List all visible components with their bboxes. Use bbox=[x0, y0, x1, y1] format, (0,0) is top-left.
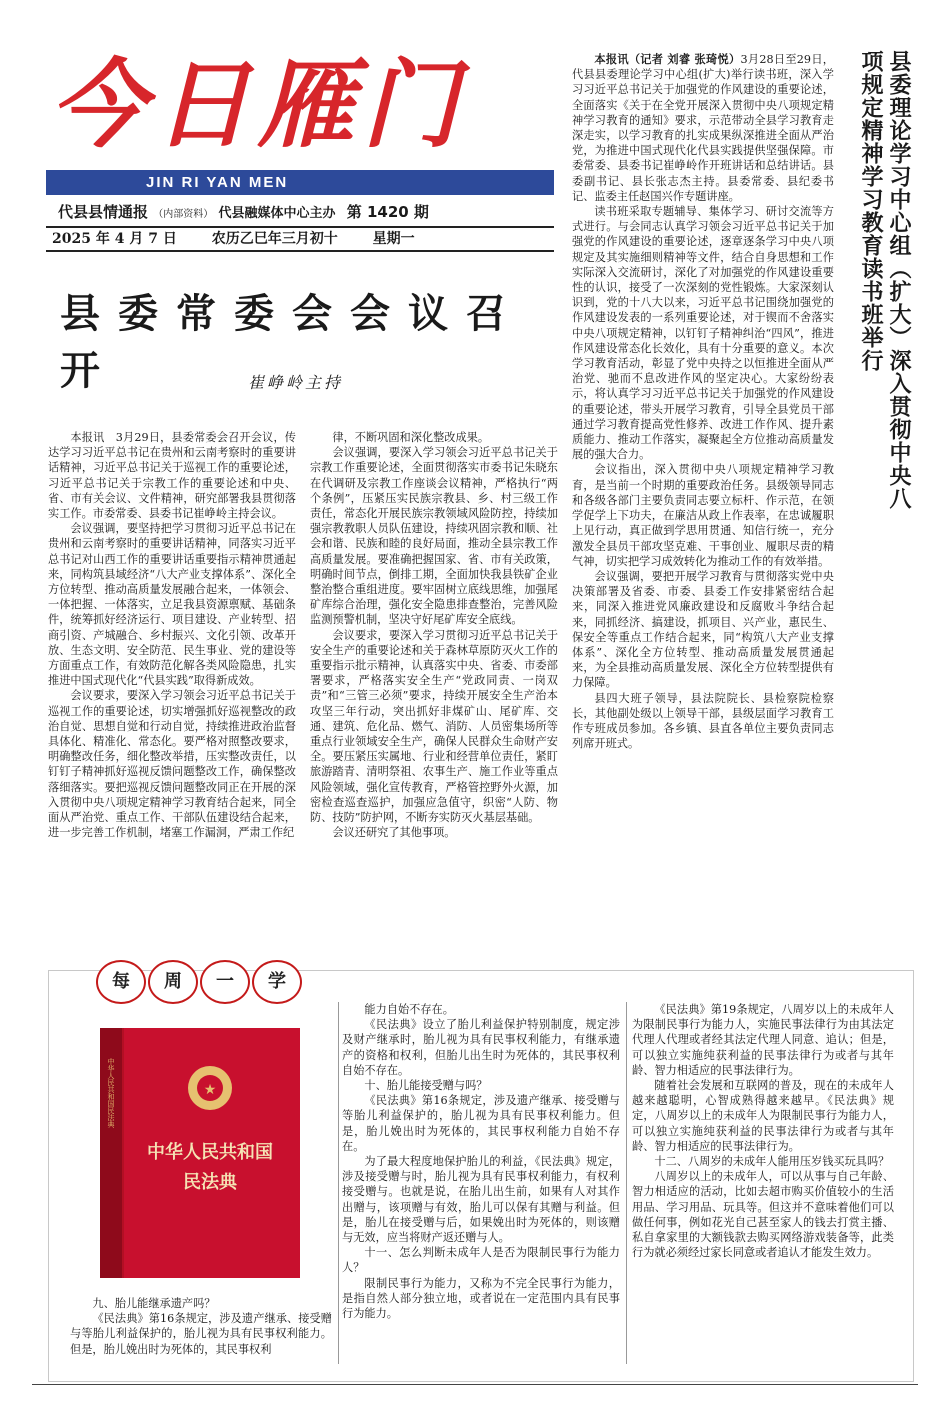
lead-host: 崔峥岭主持 bbox=[248, 373, 344, 392]
book-spine-title: 中华人民共和国民法典 bbox=[107, 1058, 115, 1128]
column-divider bbox=[626, 1002, 627, 1364]
masthead-info-line bbox=[46, 200, 554, 224]
right-article-body bbox=[572, 52, 834, 751]
banner-char: 周 bbox=[148, 960, 198, 1004]
paragraph: 会议要求，要深入学习领会习近平总书记关于巡视工作的重要论述，切实增强抓好巡视整改的政治自觉、思想自觉和行动自觉，持续推进政治监督具体化、精准化、常态化。要严格对照整改要求，明确整改任务，细化整改举措，压实整改责任，以钉钉子精神抓好巡视反馈问题整改工作，确保整改落细落实。要把巡视反馈问题整改同正在开展的深入贯彻中央八项规定精神学习教育结合起来，同全面从严治党、重点工作、干部队伍建设结合起来，进一步完善工作机制，堵塞工作漏洞，严肃工作纪 bbox=[48, 689, 296, 840]
paragraph: 本报讯（记者 刘睿 张琦悦）3月28日至29日，代县县委理论学习中心组(扩大)举行读书班，深入学习习近平总书记关于加强党的作风建设的重要论述，全面落实《关于在全党开展深入贯彻中央八项规定精神学习教育的通知》要求，示范带动全县学习教育走深走实，以学习教育的扎实成果纵深推进全面从严治党，为推进中国式现代化代县实践提供坚强保障。市委常委、县委书记崔峥岭作开班讲话和总结讲话。县委副书记、县长张志杰主持。县委常委、县纪委书记、监委主任赵国兴作专题讲座。 bbox=[572, 52, 834, 203]
right-article-headline: 县委理论学习中心组（扩大）深入贯彻中央八项规定精神学习教育读书班举行 bbox=[858, 50, 911, 510]
masthead-title: 今日雁门 bbox=[50, 48, 466, 161]
paper-name: 代县县情通报 bbox=[58, 203, 149, 221]
paragraph: 能力自始不存在。 bbox=[364, 1003, 454, 1016]
paragraph: 县四大班子领导，县法院院长、县检察院检察长，其他副处级以上领导干部，县级层面学习教育工作专班成员参加。各乡镇、县直各单位主要负责同志列席开班式。 bbox=[572, 691, 834, 751]
paragraph: 十一、怎么判断未成年人是否为限制民事行为能力人？ bbox=[342, 1246, 620, 1275]
paragraph: 会议指出，深入贯彻中央八项规定精神学习教育，是当前一个时期的重要政治任务。县级领导同志和各级各部门主要负责同志要立标杆、作示范，在领学促学上下功夫，在廉洁从政上作表率，在忠诚履职上见行动，真正做到学思用贯通、知信行统一，充分激发全县员干部攻坚克难、干事创业、履职尽责的精气神，切实把学习成效转化为推动工作的有效举措。 bbox=[572, 463, 834, 568]
paragraph: 会议强调，要深入学习领会习近平总书记关于宗教工作重要论述，全面贯彻落实市委书记朱晓东在代调研及宗教工作座谈会议精神，严格执行“两个条例”，压紧压实民族宗教县、乡、村三级工作责任，常态化开展民族宗教领域风险防控，持续加强宗教教职人员队伍建设，持续巩固宗教和顺、社会和谐、民族和睦的良好局面，推动全县宗教工作高质量发展。要准确把握国家、省、市有关政策，明确时间节点，倒排工期，全面加快我县铁矿企业整治整合重组进度。要牢固树立底线思维，加强尾矿库综合治理，强化安全隐患排查整治，完善风险监测预警机制，坚决守好尾矿库安全底线。 bbox=[310, 446, 558, 627]
civil-code-book-image bbox=[80, 1018, 320, 1286]
internal-note: （内部资料） bbox=[153, 209, 214, 220]
paragraph: 随着社会发展和互联网的普及，现在的未成年人越来越聪明，心智成熟得越来越早。《民法典》规定，八周岁以上的未成年人为限制民事行为能力人，可以独立实施纯获利益的民事法律行为或者与其年龄、智力相适应的民事法律行为。 bbox=[632, 1079, 894, 1153]
lead-column-2 bbox=[310, 430, 558, 840]
column-divider bbox=[338, 1002, 339, 1364]
date-line bbox=[46, 226, 554, 252]
bottom-rule bbox=[32, 1384, 918, 1385]
paragraph: 十二、八周岁的未成年人能用压岁钱买玩具吗？ bbox=[654, 1155, 890, 1169]
paragraph: 十、胎儿能接受赠与吗？ bbox=[364, 1079, 488, 1093]
paragraph: 读书班采取专题辅导、集体学习、研讨交流等方式进行。与会同志认真学习领会习近平总书记关于加强党的作风建设的重要论述，逐章逐条学习中央八项规定及其实施细则精神等文件，结合自身思想和工作实际深入交流研讨，深化了对加强党的作风建设重要性的认识，接受了一次深刻的党性锻炼。大家深刻认识到，党的十八大以来，习近平总书记围绕加强党的作风建设发表的一系列重要论述，对于锲而不舍落实中央八项规定精神，以钉钉子精神纠治“四风”，推进作风建设常态化长效化，具有十分重要的意义。本次学习教育活动，彰显了党中央持之以恒推进全面从严治党、驰而不息改进作风的坚定决心。大家纷纷表示，将认真学习习近平总书记关于加强党的作风建设的重要论述，带头开展学习教育，引导全县党员干部通过学习教育提高党性修养、改进工作作风、提升素质能力、推动工作落实，凝聚起全方位推动高质量发展的强大合力。 bbox=[572, 205, 834, 462]
paragraph: 为了最大程度地保护胎儿的利益，《民法典》规定，涉及接受赠与时，胎儿视为具有民事权利能力，有权利接受赠与。也就是说，在胎儿出生前，如果有人对其作出赠与，该项赠与有效，胎儿可以保有其赠与利益。但是，胎儿在接受赠与后，如果娩出时为死体的，则该赠与无效，应当将财产返还赠与人。 bbox=[342, 1155, 620, 1245]
weekly-column-1 bbox=[70, 1296, 332, 1357]
paragraph: 本报讯 3月29日，县委常委会召开会议，传达学习习近平总书记在贵州和云南考察时的重要讲话精神，习近平总书记关于巡视工作的重要论述，习近平总书记关于宗教工作的重要论述和中央、省、市有关会议、文件精神，研究部署我县贯彻落实工作。市委常委、县委书记崔峥岭主持会议。 bbox=[48, 431, 296, 521]
paragraph: 会议强调，要坚持把学习贯彻习近平总书记在贵州和云南考察时的重要讲话精神，同落实习近平总书记对山西工作的重要讲话重要指示精神贯通起来，同构筑县域经济“八大产业支撑体系”、深化全方位转型、推动高质量发展融合起来，一体领会、一体把握、一体落实，立足我县资源禀赋、基础条件，统筹抓好经济运行、项目建设、产业转型、招商引资、产城融合、乡村振兴、文化引领、改革开放、生态文明、安全防范、民生事业、党的建设等方面重点工作，有效防范化解各类风险隐患，扎实推进中国式现代化“代县实践”取得新成效。 bbox=[48, 522, 296, 688]
weekly-column-3 bbox=[632, 1002, 894, 1260]
paragraph: 会议要求，要深入学习贯彻习近平总书记关于安全生产的重要论述和关于森林草原防灭火工作的重要指示批示精神，认真落实中央、省委、市委部署要求，严格落实安全生产“党政同责、一岗双责”和“三管三必须”要求，持续开展安全生产治本攻坚三年行动，突出抓好非煤矿山、尾矿库、交通、建筑、危化品、燃气、消防、人员密集场所等重点行业领域安全生产，确保人民群众生命财产安全。要压紧压实属地、行业和经营单位责任，紧盯旅游踏青、清明祭祖、农事生产、施工作业等重点风险领域，强化宣传教育，严格管控野外火源，加密检查巡查巡护，加强应急值守，织密“人防、物防、技防”防护网，不断夯实防灭火基层基础。 bbox=[310, 628, 558, 825]
weekly-column-2 bbox=[342, 1002, 620, 1321]
lead-column-1 bbox=[48, 430, 296, 840]
issue-number: 第 1420 期 bbox=[346, 203, 429, 221]
book-title-line2: 民法典 bbox=[183, 1172, 237, 1193]
byline: 本报讯（记者 刘睿 张琦悦） bbox=[594, 52, 741, 66]
weekly-study-banner bbox=[78, 960, 308, 1006]
paragraph: 会议强调，要把开展学习教育与贯彻落实党中央决策部署及省委、市委、县委工作安排紧密结合起来，同深入推进党风廉政建设和反腐败斗争结合起来，同抓经济、搞建设，抓项目、兴产业，惠民生、保安全等重点工作结合起来，同“构筑八大产业支撑体系”、深化全方位转型、推动高质量发展贯通起来，为全县推动高质量发展、深化全方位转型提供有力保障。 bbox=[572, 569, 834, 690]
host-org: 代县融媒体中心主办 bbox=[218, 206, 336, 221]
paragraph: 《民法典》第19条规定，八周岁以上的未成年人为限制民事行为能力人，实施民事法律行为由其法定代理人代理或者经其法定代理人同意、追认；但是，可以独立实施纯获利益的民事法律行为或者与其年龄、智力相适应的民事法律行为。 bbox=[632, 1003, 894, 1077]
lunar-date: 农历乙巳年三月初十 bbox=[211, 231, 338, 247]
banner-char: 一 bbox=[200, 960, 250, 1004]
banner-char: 每 bbox=[96, 960, 146, 1004]
weekday: 星期一 bbox=[372, 231, 415, 247]
book-title-line1: 中华人民共和国 bbox=[147, 1142, 273, 1163]
banner-char: 学 bbox=[252, 960, 302, 1004]
book-svg bbox=[80, 1018, 320, 1286]
paragraph: 《民法典》设立了胎儿利益保护特别制度，规定涉及财产继承时，胎儿视为具有民事权利能力，有继承遗产的资格和权利，但胎儿出生时为死体的，其民事权利自始不存在。 bbox=[342, 1018, 620, 1077]
lead-headline: 县委常委会会议召开 bbox=[60, 291, 524, 394]
date: 2025 年 4 月 7 日 bbox=[52, 231, 177, 247]
paragraph: 《民法典》第16条规定，涉及遗产继承、接受赠与等胎儿利益保护的，胎儿视为具有民事权利能力。但是，胎儿娩出时为死体的，其民事权利能力自始不存在。 bbox=[342, 1094, 620, 1153]
paragraph: 八周岁以上的未成年人，可以从事与自己年龄、智力相适应的活动，比如去超市购买价值较小的生活用品、学习用品、玩具等。但这并不意味着他们可以做任何事，例如花光自己甚至家人的钱去打赏主播、私自拿家里的大额钱款去购买网络游戏装备等，此类行为就必须经过家长同意或者追认才能发生效力。 bbox=[632, 1170, 894, 1260]
paragraph: 《民法典》第16条规定，涉及遗产继承、接受赠与等胎儿利益保护的，胎儿视为具有民事权利能力。但是，胎儿娩出时为死体的，其民事权利 bbox=[70, 1312, 332, 1356]
masthead-pinyin-bar: JIN RI YAN MEN bbox=[46, 170, 554, 195]
svg-text:★: ★ bbox=[203, 1082, 217, 1098]
paragraph: 九、胎儿能继承遗产吗？ bbox=[92, 1297, 216, 1310]
paragraph: 会议还研究了其他事项。 bbox=[332, 826, 456, 840]
paragraph: 律，不断巩固和深化整改成果。 bbox=[332, 431, 490, 444]
paragraph: 限制民事行为能力，又称为不完全民事行为能力，是指自然人部分独立地，或者说在一定范围内具有民事行为能力。 bbox=[342, 1276, 620, 1321]
